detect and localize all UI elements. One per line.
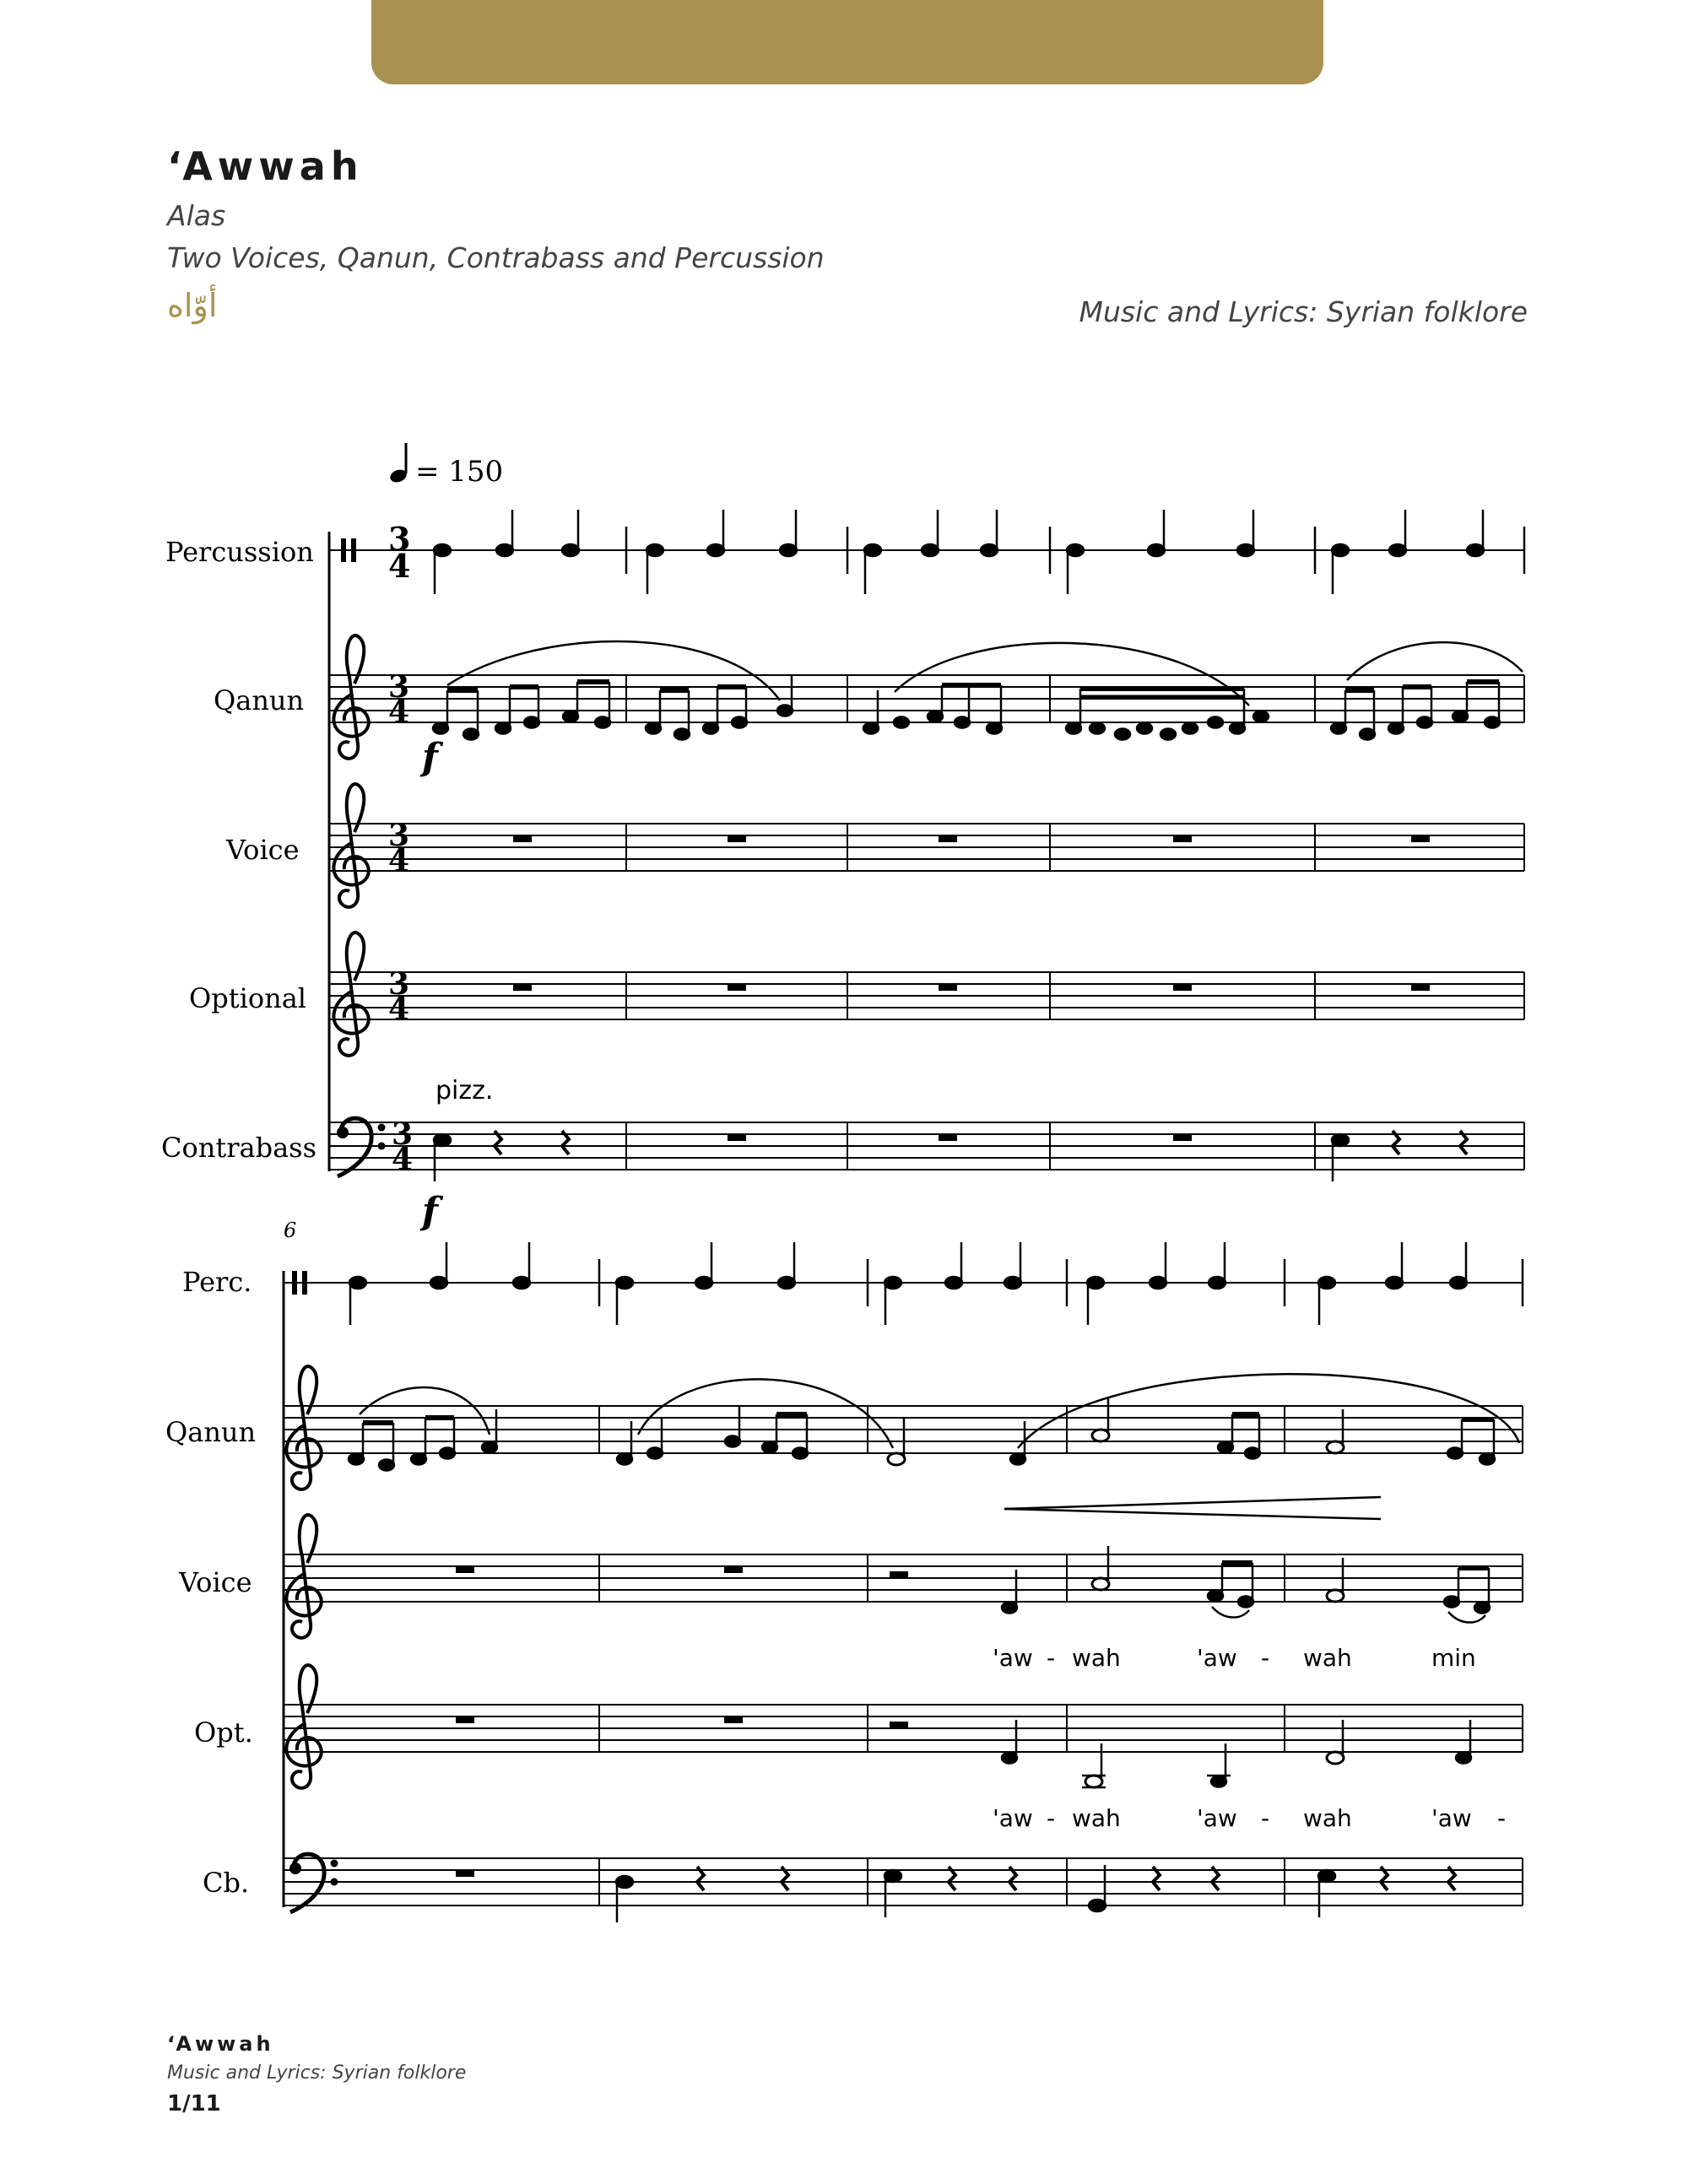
voice-notes-2 [456, 1546, 1490, 1614]
time-sig-top: 3 [388, 520, 411, 558]
cb-staff-2 [284, 1858, 1523, 1906]
svg-text:wah: wah [1072, 1804, 1121, 1832]
footer-title: ‘Awwah [167, 2032, 274, 2056]
staff-label-optional: Optional [189, 982, 306, 1014]
instrumentation: Two Voices, Qanun, Contrabass and Percussion [167, 241, 825, 274]
arabic-title: أوّاه [167, 287, 218, 324]
optional-rests [513, 984, 1430, 991]
svg-text:'aw: 'aw [993, 1804, 1033, 1832]
bass-clef-icon [337, 1118, 386, 1176]
svg-text:wah: wah [1303, 1804, 1352, 1832]
svg-text:3: 3 [388, 818, 410, 853]
measure-number: 6 [284, 1219, 297, 1242]
svg-text:4: 4 [388, 695, 410, 730]
staff-label-contrabass: Contrabass [161, 1132, 316, 1164]
svg-text:3: 3 [388, 669, 410, 705]
svg-text:-: - [1047, 1644, 1056, 1672]
svg-text:'aw: 'aw [1197, 1644, 1237, 1672]
staff-label-qanun-2: Qanun [165, 1416, 257, 1448]
page-subtitle: Alas [167, 199, 226, 232]
qanun-notes [433, 675, 1500, 740]
svg-text:wah: wah [1072, 1644, 1121, 1672]
contrabass-notes [434, 1131, 1467, 1181]
svg-text:3: 3 [392, 1116, 414, 1152]
svg-text:'aw: 'aw [1431, 1804, 1472, 1832]
svg-text:4: 4 [388, 843, 410, 878]
composer-credit: Music and Lyrics: Syrian folklore [1079, 295, 1528, 328]
staff-label-qanun: Qanun [214, 684, 305, 716]
svg-text:-: - [1047, 1804, 1056, 1832]
optional-staff [329, 972, 1524, 1019]
tempo-mark [388, 443, 503, 489]
tempo-value: = 150 [415, 455, 504, 489]
voice-staff [329, 824, 1524, 871]
svg-text:'aw: 'aw [993, 1644, 1033, 1672]
footer-credit: Music and Lyrics: Syrian folklore [167, 2062, 467, 2084]
svg-text:min: min [1431, 1644, 1476, 1672]
qanun-slurs-2 [360, 1374, 1519, 1448]
svg-text:4: 4 [388, 992, 410, 1027]
staff-label-cb: Cb. [203, 1867, 250, 1899]
percussion-notes [434, 510, 1484, 594]
opt-lyrics [993, 1804, 1506, 1832]
system-1 [161, 510, 1524, 1233]
system-2 [165, 1219, 1523, 1922]
staff-label-voice-2: Voice [179, 1566, 252, 1598]
staff-label-perc: Perc. [182, 1266, 252, 1298]
voice-rests [513, 835, 1430, 842]
svg-text:-: - [1261, 1804, 1270, 1832]
svg-text:4: 4 [392, 1142, 414, 1177]
treble-clef-icon [333, 635, 368, 759]
staff-label-opt: Opt. [194, 1716, 253, 1749]
pizz-marking: pizz. [436, 1076, 494, 1106]
dynamic-forte-qanun: f [422, 736, 438, 779]
svg-text:-: - [1261, 1644, 1270, 1672]
svg-text:'aw: 'aw [1197, 1804, 1237, 1832]
voice-lyrics [993, 1644, 1476, 1672]
diminuendo-hairpin [1004, 1497, 1381, 1519]
qanun-notes-2 [349, 1397, 1495, 1471]
page-number: 1/11 [167, 2091, 221, 2116]
svg-text:wah: wah [1303, 1644, 1352, 1672]
page-title: ‘Awwah [167, 143, 364, 189]
staff-label-voice: Voice [226, 834, 300, 866]
staff-label-percussion: Percussion [165, 536, 314, 568]
dynamic-forte-bass: f [422, 1190, 438, 1233]
time-sig-bottom: 4 [388, 547, 411, 585]
svg-text:3: 3 [388, 966, 410, 1002]
percussion-clef-icon [341, 538, 346, 562]
svg-text:-: - [1497, 1804, 1507, 1832]
